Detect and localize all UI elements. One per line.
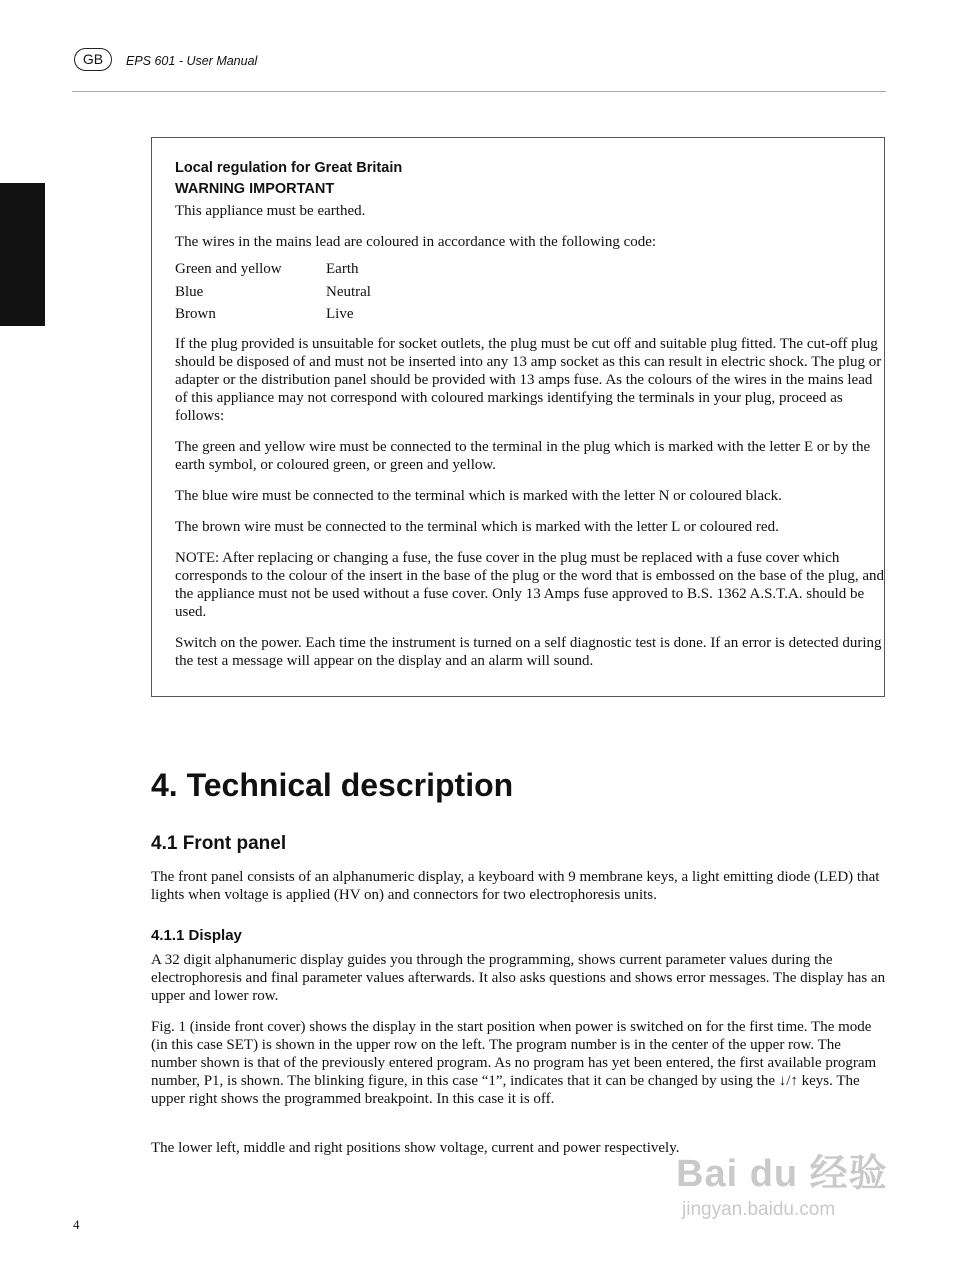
wire-row bbox=[175, 304, 371, 327]
wire-meaning: Earth bbox=[326, 261, 359, 277]
display-paragraph-2: Fig. 1 (inside front cover) shows the display in the start position when power is switched on for the first time. The mode (in this case SET) is shown in the upper row on the left. The program number is in the center of the upper row. The number shown is that of the previously entered program. As no program has yet been entered, the first available program number, P1, is shown. The blinking figure, in this case “1”, indicates that it can be changed by using the ↓/↑ keys. The upper right shows the programmed breakpoint. In this case it is off. bbox=[151, 1019, 877, 1107]
blue-wire-paragraph: The blue wire must be connected to the terminal which is marked with the letter N or coloured black. bbox=[175, 487, 782, 504]
power-on-paragraph: Switch on the power. Each time the instrument is turned on a self diagnostic test is done. If an error is detected during the test a message will appear on the display and an alarm will sound. bbox=[175, 634, 882, 669]
wire-row bbox=[175, 282, 371, 305]
code-intro-text: The wires in the mains lead are coloured in accordance with the following code: bbox=[175, 234, 657, 250]
wire-colour: Blue bbox=[175, 283, 204, 300]
section-tab-marker bbox=[0, 183, 45, 326]
warning-heading-important: WARNING IMPORTANT bbox=[175, 181, 335, 197]
wire-colour: Brown bbox=[175, 306, 216, 322]
brown-wire-paragraph: The brown wire must be connected to the terminal which is marked with the letter L or coloured red. bbox=[175, 518, 779, 535]
display-paragraph-3: The lower left, middle and right positions show voltage, current and power respectively. bbox=[151, 1140, 680, 1156]
language-badge: GB bbox=[74, 48, 112, 71]
earthed-text: This appliance must be earthed. bbox=[175, 203, 366, 219]
section-title: 4. Technical description bbox=[151, 767, 514, 803]
subsection-display-title: 4.1.1 Display bbox=[151, 927, 242, 944]
page-number: 4 bbox=[73, 1217, 80, 1232]
front-panel-paragraph: The front panel consists of an alphanumeric display, a keyboard with 9 membrane keys, a light emitting diode (LED) that lights when voltage is applied (HV on) and connectors for two electrophoresis units. bbox=[151, 869, 880, 903]
wire-colour: Green and yellow bbox=[175, 261, 282, 277]
display-paragraph-1: A 32 digit alphanumeric display guides you through the programming, shows current parameter values during the electrophoresis and final parameter values afterwards. It also asks questions and shows error messages. The display has an upper and lower row. bbox=[151, 952, 886, 1004]
wire-row bbox=[175, 259, 371, 282]
wire-meaning: Live bbox=[326, 306, 354, 322]
green-wire-paragraph: The green and yellow wire must be connected to the terminal in the plug which is marked with the letter E or by the earth symbol, or coloured green, or green and yellow. bbox=[175, 438, 871, 473]
watermark-url: jingyan.baidu.com bbox=[682, 1199, 836, 1220]
fuse-note-paragraph: NOTE: After replacing or changing a fuse, the fuse cover in the plug must be replaced with a fuse cover which corresponds to the colour of the insert in the base of the plug or the word that is embossed on the base of the plug, and the appliance must not be used without a fuse cover. Only 13 Amps fuse approved to B.S. 1362 A.S.T.A. should be used. bbox=[175, 549, 884, 620]
subsection-front-panel-title: 4.1 Front panel bbox=[151, 833, 287, 854]
baidu-watermark bbox=[676, 1150, 906, 1250]
warning-box bbox=[151, 137, 885, 697]
warning-box-content bbox=[175, 158, 887, 670]
warning-heading-region: Local regulation for Great Britain bbox=[175, 160, 403, 176]
watermark-logo-text: Bai du 经验 bbox=[676, 1153, 888, 1195]
plug-paragraph: If the plug provided is unsuitable for socket outlets, the plug must be cut off and suitable plug fitted. The cut-off plug should be disposed of and must not be inserted into any 13 amp socket as this can result in electric shock. The plug or adapter or the distribution panel should be provided with 13 amps fuse. As the colours of the wires in the mains lead of this appliance may not correspond with coloured markings identifying the terminals in your plug, proceed as follows: bbox=[175, 335, 882, 424]
wire-colour-table bbox=[175, 259, 371, 327]
wire-meaning: Neutral bbox=[326, 283, 371, 300]
manual-title: EPS 601 - User Manual bbox=[126, 54, 258, 68]
header-divider bbox=[72, 91, 886, 92]
